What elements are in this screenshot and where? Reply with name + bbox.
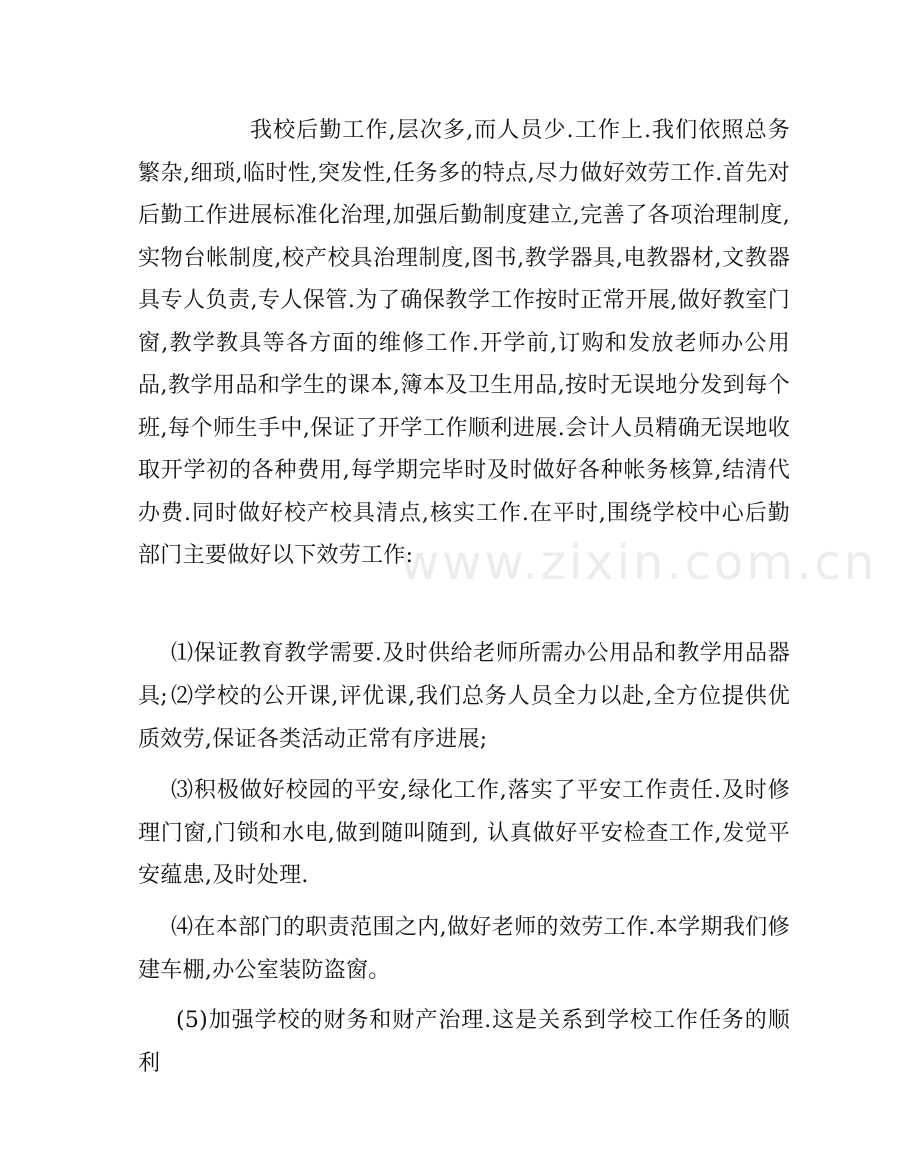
paragraph-intro: 我校后勤工作,层次多,而人员少.工作上.我们依照总务繁杂,细琐,临时性,突发性,任务多的特点,尽力做好效劳工作.首先对后勤工作进展标准化治理,加强后勤制度建立,完善了各项治理制度,实物台帐制度,校产校具治理制度,图书,教学器具,电教器材,文教器具专人负责,专人保管.为了确保教学工作按时正常开展,做好教室门窗,教学教具等各方面的维修工作.开学前,订购和发放老师办公用品,教学用品和学生的课本,簿本及卫生用品,按时无误地分发到每个班,每个师生手中,保证了开学工作顺利进展.会计人员精确无误地收取开学初的各种费用,每学期完毕时及时做好各种帐务核算,结清代办费.同时做好校产校具清点,核实工作.在平时,围绕学校中心后勤部门主要做好以下效劳工作:: [138, 118, 790, 568]
paragraph-item-4: ⑷在本部门的职责范围之内,做好老师的效劳工作.本学期我们修建车棚,办公室装防盗窗。: [138, 915, 790, 983]
paragraph-item-1: ⑴保证教育教学需要.及时供给老师所需办公用品和教学用品器具;: [138, 641, 790, 709]
paragraph-item-5: (5)加强学校的财务和财产治理.这是关系到学校工作任务的顺利: [138, 1008, 790, 1076]
watermark: www.zixin.com.cn: [400, 535, 878, 591]
paragraph-item-3: ⑶积极做好校园的平安,绿化工作,落实了平安工作责任.及时修理门窗,门锁和水电,做到随叫随到, 认真做好平安检查工作,发觉平安蕴患,及时处理.: [138, 778, 790, 888]
paragraph-item-2: ⑵学校的公开课,评优课,我们总务人员全力以赴,全方位提供优质效劳,保证各类活动正常有序进展;: [138, 684, 790, 752]
